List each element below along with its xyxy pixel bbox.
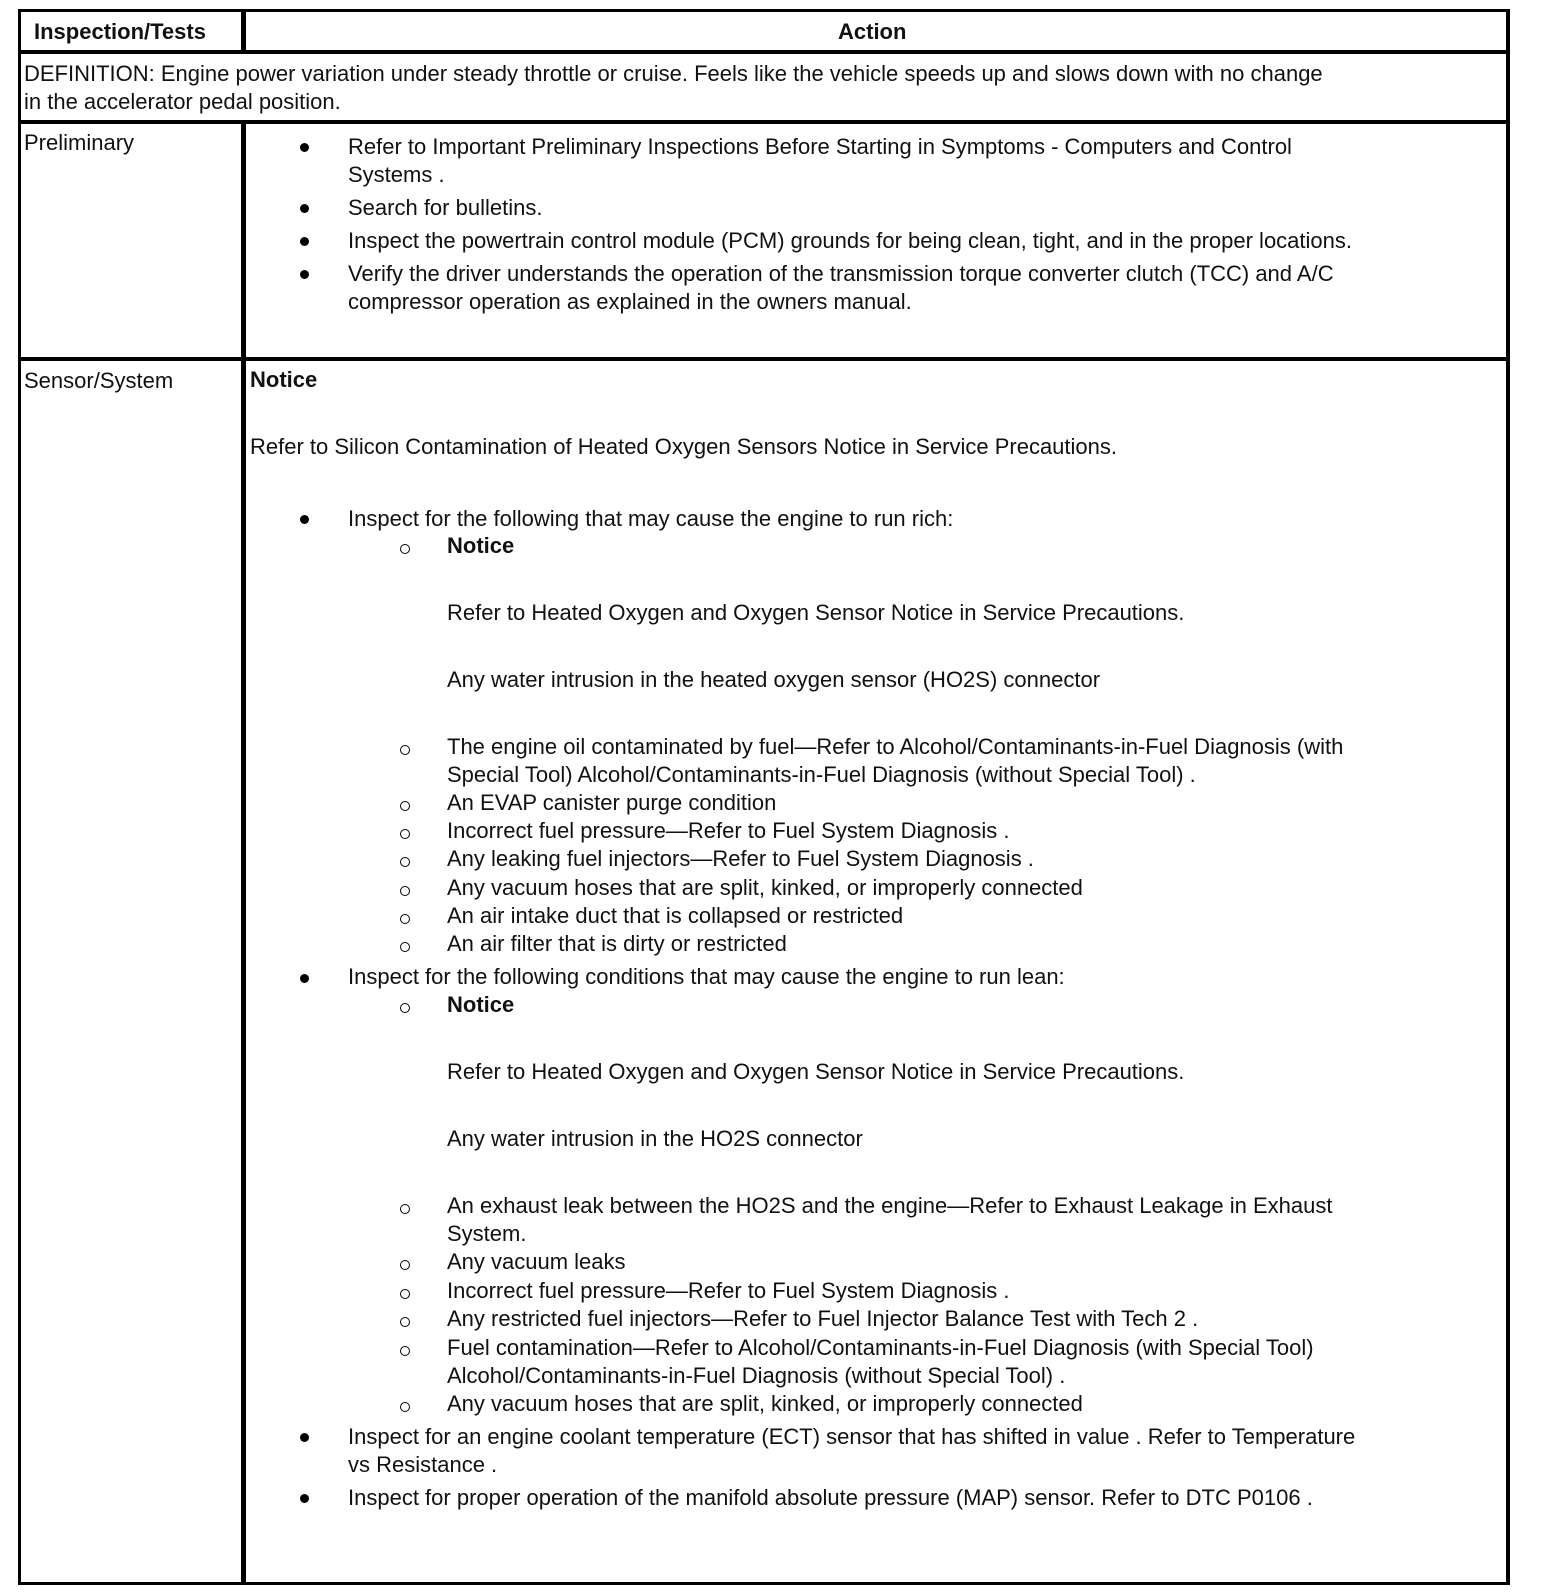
- sub-bullet-icon: [400, 857, 410, 867]
- lean-item-2: Any vacuum leaks: [447, 1249, 626, 1274]
- bullet-icon: [300, 1494, 309, 1503]
- preliminary-item-4-line-2: compressor operation as explained in the owners manual.: [348, 289, 912, 314]
- table-border-right: [1506, 9, 1510, 1585]
- bullet-icon: [300, 270, 309, 279]
- ect-line-1: Inspect for an engine coolant temperature (ECT) sensor that has shifted in value . Refer to Temperature: [348, 1424, 1356, 1449]
- lean-item-3: Incorrect fuel pressure—Refer to Fuel System Diagnosis .: [447, 1278, 1010, 1303]
- lean-item-1-line-2: System.: [447, 1221, 527, 1246]
- map-line-1: Inspect for proper operation of the manifold absolute pressure (MAP) sensor. Refer to DTC P0106 .: [348, 1485, 1313, 1510]
- table-border-left: [18, 9, 21, 1585]
- bullet-icon: [300, 143, 309, 152]
- preliminary-item-2: Search for bulletins.: [348, 195, 543, 220]
- lean-item-6: Any vacuum hoses that are split, kinked, or improperly connected: [447, 1391, 1083, 1416]
- preliminary-item-1-line-1: Refer to Important Preliminary Inspections Before Starting in Symptoms - Computers and Control: [348, 134, 1292, 159]
- row-label-sensor-system: Sensor/System: [24, 368, 174, 393]
- notice-title: Notice: [250, 367, 318, 392]
- bullet-icon: [300, 515, 309, 524]
- lean-notice-title: Notice: [447, 992, 515, 1017]
- lean-item-5-line-2: Alcohol/Contaminants-in-Fuel Diagnosis (without Special Tool) .: [447, 1363, 1066, 1388]
- column-header-action: Action: [838, 19, 907, 44]
- rich-item-6: An air intake duct that is collapsed or restricted: [447, 903, 904, 928]
- lean-intro: Inspect for the following conditions that may cause the engine to run lean:: [348, 964, 1065, 989]
- preliminary-item-4-line-1: Verify the driver understands the operation of the transmission torque converter clutch (TCC) and A/C: [348, 261, 1334, 286]
- bullet-icon: [300, 974, 309, 983]
- sub-bullet-icon: [400, 1204, 410, 1214]
- rich-item-7: An air filter that is dirty or restricted: [447, 931, 787, 956]
- sub-bullet-icon: [400, 829, 410, 839]
- bullet-icon: [300, 1433, 309, 1442]
- bullet-icon: [300, 237, 309, 246]
- body-column-divider: [241, 122, 246, 1584]
- sub-bullet-icon: [400, 544, 410, 554]
- sub-bullet-icon: [400, 745, 410, 755]
- sub-bullet-icon: [400, 801, 410, 811]
- rich-item-4: Any leaking fuel injectors—Refer to Fuel System Diagnosis .: [447, 846, 1034, 871]
- lean-notice-text: Refer to Heated Oxygen and Oxygen Sensor Notice in Service Precautions.: [447, 1059, 1185, 1084]
- rich-item-1-line-2: Special Tool) Alcohol/Contaminants-in-Fuel Diagnosis (without Special Tool) .: [447, 762, 1196, 787]
- ect-line-2: vs Resistance .: [348, 1452, 498, 1477]
- rich-intro: Inspect for the following that may cause the engine to run rich:: [348, 506, 954, 531]
- rich-item-2: An EVAP canister purge condition: [447, 790, 777, 815]
- row-label-preliminary: Preliminary: [24, 130, 135, 155]
- notice-text: Refer to Silicon Contamination of Heated Oxygen Sensors Notice in Service Precautions.: [250, 434, 1117, 459]
- lean-item-1-line-1: An exhaust leak between the HO2S and the engine—Refer to Exhaust Leakage in Exhaust: [447, 1193, 1333, 1218]
- header-column-divider: [241, 9, 246, 52]
- lean-first-item: Any water intrusion in the HO2S connector: [447, 1126, 863, 1151]
- column-header-inspection: Inspection/Tests: [34, 19, 206, 44]
- rich-notice-text: Refer to Heated Oxygen and Oxygen Sensor Notice in Service Precautions.: [447, 600, 1185, 625]
- sub-bullet-icon: [400, 1289, 410, 1299]
- definition-line-2: in the accelerator pedal position.: [24, 89, 341, 114]
- sub-bullet-icon: [400, 886, 410, 896]
- rich-first-item: Any water intrusion in the heated oxygen sensor (HO2S) connector: [447, 667, 1101, 692]
- rich-item-3: Incorrect fuel pressure—Refer to Fuel System Diagnosis .: [447, 818, 1010, 843]
- sub-bullet-icon: [400, 1003, 410, 1013]
- sub-bullet-icon: [400, 942, 410, 952]
- lean-item-5-line-1: Fuel contamination—Refer to Alcohol/Contaminants-in-Fuel Diagnosis (with Special Tool): [447, 1335, 1314, 1360]
- rich-item-1-line-1: The engine oil contaminated by fuel—Refer to Alcohol/Contaminants-in-Fuel Diagnosis (with: [447, 734, 1344, 759]
- preliminary-item-1-line-2: Systems .: [348, 162, 445, 187]
- sub-bullet-icon: [400, 1260, 410, 1270]
- sub-bullet-icon: [400, 1317, 410, 1327]
- definition-line-1: DEFINITION: Engine power variation under steady throttle or cruise. Feels like the vehicle speeds up and slows down with no change: [24, 61, 1323, 86]
- rich-item-5: Any vacuum hoses that are split, kinked, or improperly connected: [447, 875, 1083, 900]
- preliminary-item-3: Inspect the powertrain control module (PCM) grounds for being clean, tight, and in the proper locations.: [348, 228, 1352, 253]
- sub-bullet-icon: [400, 1346, 410, 1356]
- bullet-icon: [300, 204, 309, 213]
- sub-bullet-icon: [400, 1402, 410, 1412]
- lean-item-4: Any restricted fuel injectors—Refer to Fuel Injector Balance Test with Tech 2 .: [447, 1306, 1199, 1331]
- sub-bullet-icon: [400, 914, 410, 924]
- rich-notice-title: Notice: [447, 533, 515, 558]
